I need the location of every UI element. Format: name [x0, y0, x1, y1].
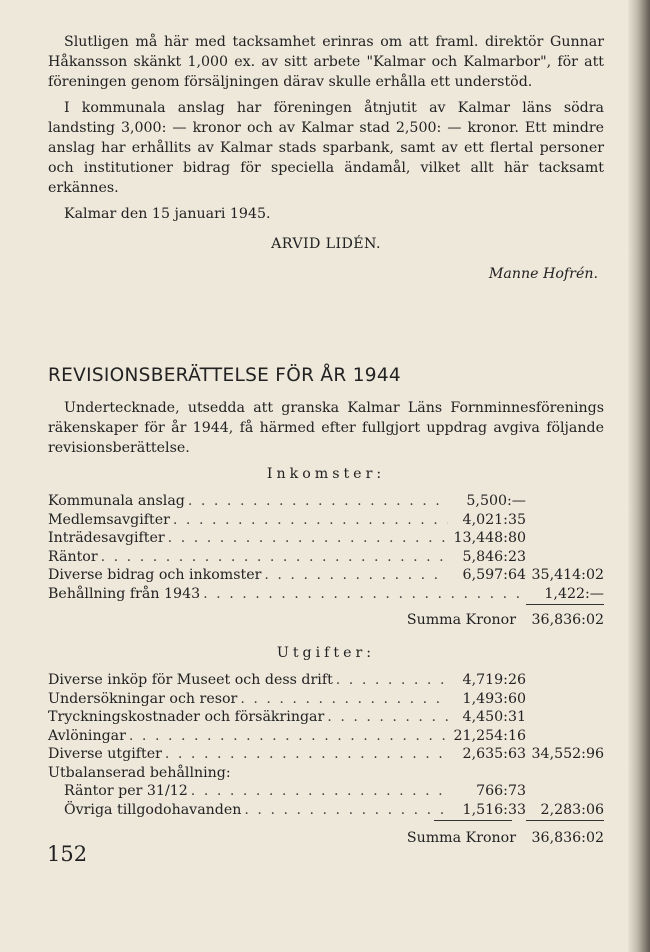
table-row — [48, 511, 604, 530]
row-total: 1,422:— — [544, 585, 604, 602]
row-amount: 4,450:31 — [462, 709, 526, 725]
sum-value: 36,836:02 — [531, 612, 604, 628]
table-row — [48, 764, 604, 783]
row-amount: 21,254:16 — [453, 727, 526, 744]
table-row — [48, 782, 604, 801]
row-amount: 2,635:63 — [462, 746, 526, 762]
sum-label: Summa Kronor — [406, 612, 516, 628]
income-heading: Inkomster: — [266, 466, 386, 482]
expense-heading: Utgifter: — [276, 645, 376, 661]
secretary-signature: Manne Hofrén. — [488, 266, 598, 282]
intro-paragraph-1: Slutligen må här med tacksamhet erinras om att framl. direktör Gunnar Håkansson skänkt 1,000 ex. av sitt arbete "Kalmar och Kalmarbor", för att föreningen genom försäljningen därav skulle erhålla ett understöd. — [48, 34, 604, 90]
income-table — [48, 492, 604, 631]
row-amount: 766:73 — [476, 783, 526, 799]
unbalanced-label: Utbalanserad behållning: — [48, 764, 231, 781]
row-label: Inträdesavgifter — [48, 530, 165, 546]
row-label: Undersökningar och resor — [48, 690, 238, 707]
row-amount: 1,493:60 — [462, 690, 526, 707]
row-label: Medlemsavgifter — [48, 511, 170, 528]
table-row — [48, 690, 604, 709]
expense-table — [48, 671, 604, 849]
row-label: Diverse bidrag och inkomster — [48, 567, 262, 583]
row-label: Avlöningar — [48, 727, 126, 744]
table-row — [48, 585, 604, 604]
row-amount: 4,021:35 — [462, 511, 526, 528]
page-content — [48, 32, 604, 849]
row-amount: 4,719:26 — [462, 672, 526, 688]
row-label: Räntor per 31/12 — [64, 783, 188, 799]
row-label: Räntor — [48, 548, 98, 565]
row-amount: 6,597:64 — [462, 567, 526, 583]
table-row — [48, 727, 604, 746]
row-amount: 5,846:23 — [462, 548, 526, 565]
table-row — [48, 671, 604, 690]
table-row — [48, 708, 604, 727]
row-amount: 13,448:80 — [453, 530, 526, 546]
table-row — [48, 801, 604, 820]
row-amount: 5,500:— — [466, 493, 526, 509]
row-label: Övriga tillgodohavanden — [64, 801, 242, 818]
row-total: 2,283:06 — [540, 801, 604, 818]
report-intro: Undertecknade, utsedda att granska Kalmar Läns Fornminnesförenings räkenskaper för år 1944, få härmed efter fullgjort uppdrag avgiva följande revisionsberättelse. — [48, 400, 604, 456]
page-edge-shadow — [628, 0, 650, 952]
date-line: Kalmar den 15 januari 1945. — [64, 206, 271, 222]
table-row — [48, 566, 604, 585]
row-label: Tryckningskostnader och försäkringar — [48, 709, 325, 725]
signature-name: ARVID LIDÉN. — [271, 236, 381, 252]
row-label: Diverse inköp för Museet och dess drift — [48, 672, 333, 688]
table-row — [48, 745, 604, 764]
sum-rule — [48, 603, 604, 609]
row-label: Kommunala anslag — [48, 493, 185, 509]
page-number: 152 — [47, 842, 88, 866]
expense-sum-row — [48, 827, 604, 849]
table-row — [48, 529, 604, 548]
row-label: Behållning från 1943 — [48, 585, 201, 602]
row-amount: 1,516:33 — [462, 801, 526, 818]
row-total: 35,414:02 — [531, 567, 604, 583]
sum-rule — [48, 819, 604, 827]
report-title: REVISIONSBERÄTTELSE FÖR ÅR 1944 — [48, 365, 401, 386]
sum-value: 36,836:02 — [531, 830, 604, 846]
income-sum-row — [48, 609, 604, 631]
row-total: 34,552:96 — [531, 746, 604, 762]
intro-paragraph-2: I kommunala anslag har föreningen åtnjutit av Kalmar läns södra landsting 3,000: — kronor och av Kalmar stad 2,500: — kronor. Ett mindre anslag har erhållits av Kalmar stads sparbank, samt av ett flertal personer och institutioner bidrag för speciella ändamål, vilket allt här tacksamt erkännes. — [48, 100, 604, 196]
sum-label: Summa Kronor — [406, 830, 516, 846]
table-row — [48, 492, 604, 511]
row-label: Diverse utgifter — [48, 746, 162, 762]
table-row — [48, 548, 604, 567]
